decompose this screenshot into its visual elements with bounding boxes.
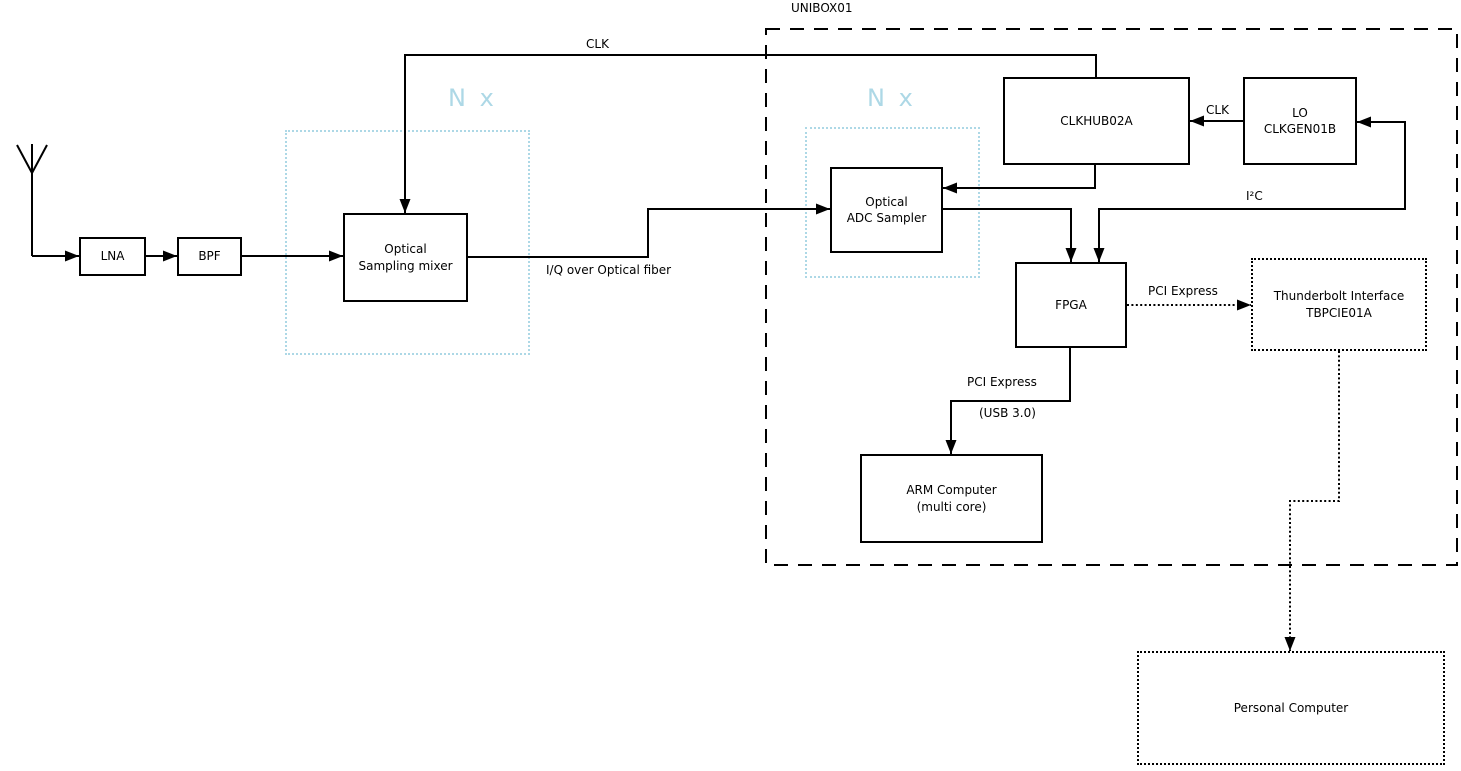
clkhub-label: CLKHUB02A — [1060, 113, 1133, 128]
thunderbolt-label-line1: Thunderbolt Interface — [1273, 289, 1405, 304]
wire-clkhub-adc — [943, 165, 1095, 188]
i2c-label: I²C — [1246, 189, 1263, 203]
bpf-label: BPF — [198, 249, 221, 264]
mixer-label-line2: Sampling mixer — [358, 258, 453, 273]
wire-iq-fiber — [468, 209, 830, 257]
replication-label-adc: N x — [867, 84, 916, 112]
pcie-thunderbolt-label: PCI Express — [1148, 284, 1218, 298]
node-lna — [79, 237, 146, 276]
node-lo-clkgen — [1243, 77, 1357, 165]
node-personal-computer — [1137, 651, 1445, 765]
node-arm-computer — [860, 454, 1043, 543]
antenna-icon — [17, 144, 47, 256]
arm-label-line2: (multi core) — [916, 499, 987, 514]
adc-label-line2: ADC Sampler — [846, 211, 927, 225]
node-clkhub — [1003, 77, 1190, 165]
wire-adc-fpga — [943, 209, 1071, 262]
fpga-label: FPGA — [1055, 297, 1087, 312]
thunderbolt-label-line2: TBPCIE01A — [1306, 305, 1372, 320]
node-fpga — [1015, 262, 1127, 348]
personal-computer-label: Personal Computer — [1233, 700, 1349, 715]
lo-label-line1: LO — [1292, 105, 1308, 120]
unibox-title: UNIBOX01 — [791, 1, 853, 15]
pcie-arm-label: PCI Express — [967, 375, 1037, 389]
adc-label-line1: Optical — [865, 194, 908, 209]
replication-label-mixer: N x — [448, 84, 497, 112]
mixer-label-line1: Optical — [384, 242, 427, 257]
clk-distribution-label: CLK — [586, 37, 609, 51]
wire-thunderbolt-pc — [1290, 351, 1339, 651]
node-bpf — [177, 237, 242, 276]
arm-label-line1: ARM Computer — [906, 483, 997, 498]
node-optical-adc-sampler — [830, 167, 943, 253]
node-thunderbolt-interface — [1251, 258, 1427, 351]
wire-fpga-arm — [951, 348, 1070, 454]
wire-clk-distribution — [405, 55, 1096, 213]
lna-label: LNA — [100, 249, 125, 264]
node-optical-sampling-mixer — [343, 213, 468, 302]
clk-lo-label: CLK — [1206, 103, 1229, 117]
lo-label-line2: CLKGEN01B — [1263, 122, 1337, 136]
iq-fiber-label: I/Q over Optical fiber — [546, 263, 672, 277]
usb-label: (USB 3.0) — [979, 406, 1036, 420]
